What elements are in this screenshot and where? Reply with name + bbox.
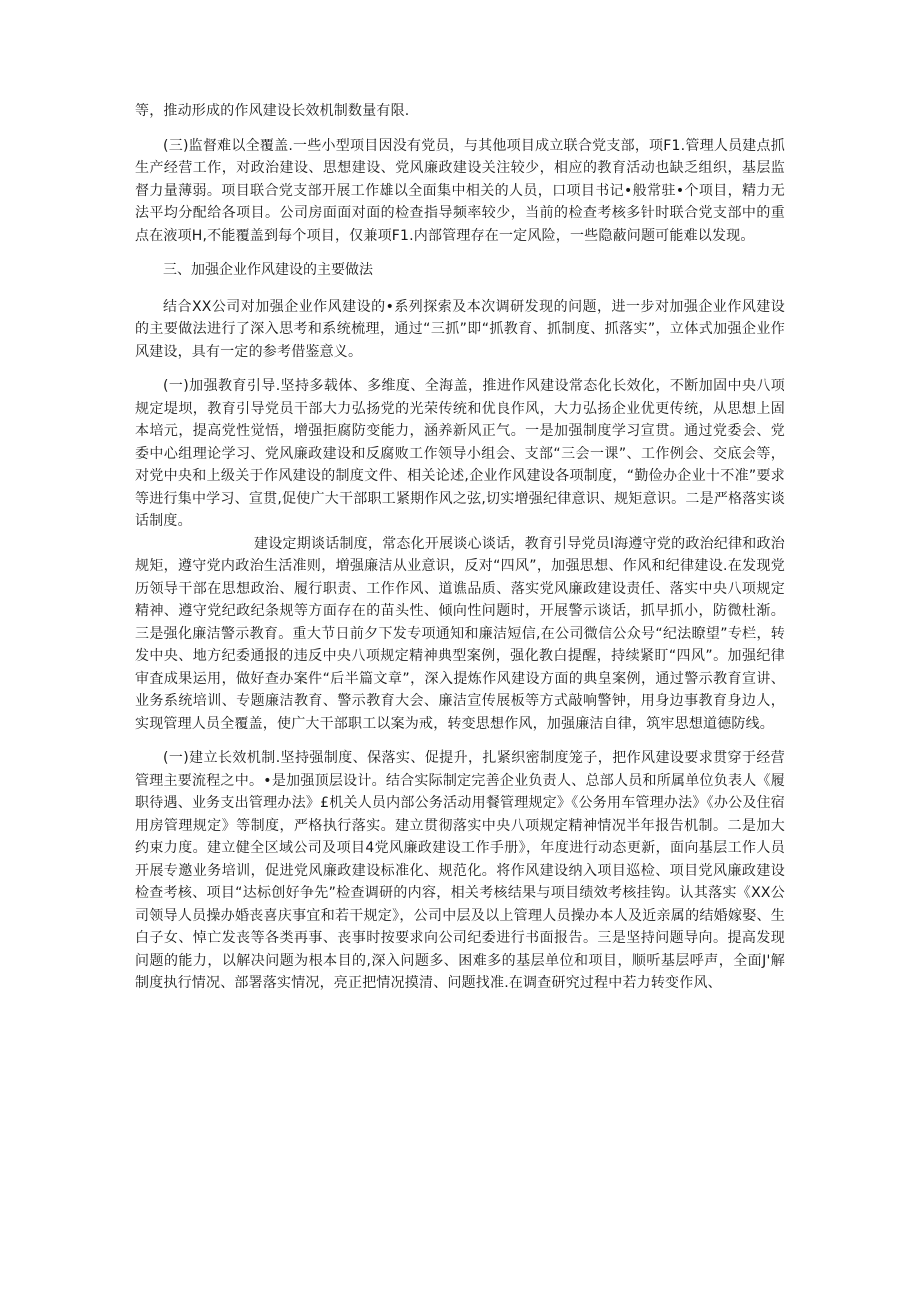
paragraph-intro: 结合XX公司对加强企业作风建设的•系列探索及本次调研发现的问题，进一步对加强企业作风建设的主要做法进行了深入思考和系统梳理，通过“三抓”即“抓教育、抓制度、抓落实”，立体式加强企业作风建设，具有一定的参考借鉴意义。 <box>135 298 785 360</box>
paragraph-education: (一)加强教育引导.坚持多载体、多维度、全海盖，推进作风建设常态化长效化，不断加固中央八项规定堤坝，教育引导党员干部大力弘扬党的光荣传统和优良作风，大力弘扬企业优更传统，从思想上固本培元，提高党性觉悟，增强拒腐防变能力，涵养新风正气。一是加强制度学习宣贯。通过党委会、党委中心组理论学习、党风廉政建设和反腐败工作领导小组会、支部“三会一课”、工作例会、交底会等，对党中央和上级关于作风建设的制度文件、相关论述,企业作风建设各项制度，“勤俭办企业十不准”要求等进行集中学习、宣贯,促使广大干部职工紧期作风之弦,切实增强纪律意识、规矩意识。二是严格落实谈话制度。 <box>135 378 785 529</box>
paragraph-talk-system: 建设定期谈话制度，常态化开展谈心谈话，教育引导党员l海遵守党的政治纪律和政治规矩，遵守党内政治生活准则，増强廉洁从业意识，反对“四风”，加强思想、作风和纪律建设.在发现党历领导干部在思想政治、履行职责、工作作风、道谯品质、落实党风廉政建设责任、落实中央八项规定精神、遵守党纪政纪条规等方面存在的苗头性、倾向性问题时，开展警示谈话，抓早抓小，防微杜渐。三是强化廉洁警示教育。重大节日前夕下发专项通知和廉洁短信,在公司微信公众号“纪法瞭望”专栏，转发中央、地方纪委通报的违反中央八项规定精神典型案例，强化教白提醒，持续紧盯“四风”。加强纪律审査成果运用，做好查办案件“后半篇文章”，深入提炼作风建设方面的典皇案例，通过警示教育宣讲、业务系统培训、专题廉洁教育、警示教育大会、廉洁宣传展板等方式敲响警钟，用身边事教育身边人，实现管理人员全覆盖，使广大干部职工以案为戒，转变思想作风，加强廉洁自律，筑牢思想道德防线。 <box>135 535 785 732</box>
document-page <box>135 100 785 1007</box>
paragraph-mechanism: (一)建立长效机制.坚持强制度、保落实、促提升，扎紧织密制度笼子，把作风建设要求贯穿于经营管理主要流程之中。•是加强顶层设计。结合实际制定完善企业负责人、总部人员和所属单位负表人《履职待遇、业务支出管理办法》£机关人员内部公务活动用餐管理规定》《公务用车管理办法》《办公及住宿用房管理规定》等制度，严格执行落实。建立贯彻落实中央八项规定精神情况半年报告机制。二是加大约束力度。建立健全区域公司及项目4党风廉政建设工作手册》，年度进行动态更新，面向基层工作人员开展专邀业务培训，促进党风廉政建设标准化、规范化。将作风建设纳入项目巡检、项目党风廉政建设检查考核、项目“达标创好争先”检查调研的内容，相关考核结果与项目绩效考核挂钩。认其落实《XX公司领导人员操办婚丧喜庆事宜和若干规定》，公司中层及以上管理人员操办本人及近亲属的结婚嫁娶、生白子女、悼亡发丧等各类再事、丧事时按要求向公司纪委进行书面报告。三是坚持问题导向。提高发现问题的能力，以解决问题为根本目的,深入问题多、困难多的基层单位和项目，顺听基层呼声，全面J'解制度执行情况、部署落实情况，亮正把情况摸清、问题找准.在调查研究过程中若力转变作风、 <box>135 750 785 991</box>
paragraph-supervision: (三)监督难以全覆盖.一些小型项目因没有党员，与其他项目成立联合党支部，项F1.管理人员建点抓生产经营工作，对政治建设、思想建设、党风廉政建设关注较少，相应的教育活动也缺乏组织，基层监督力量薄弱。项目联合党支部开展工作雄以全面集中相关的人员，口项目书记•般常驻•个项目，精力无法平均分配给各项目。公司房面面对面的检查指导频率较少，当前的检查考核多针时联合党支部中的重点在液项H,不能覆盖到每个项目，仅兼项F1.内部管理存在一定风险，一些隐蔽问题可能难以发现。 <box>135 137 785 244</box>
section-heading-3: 三、加强企业作风建设的主要做法 <box>163 262 373 278</box>
paragraph-continuation: 等，推动形成的作风建设长效机制数量有限. <box>135 103 410 119</box>
